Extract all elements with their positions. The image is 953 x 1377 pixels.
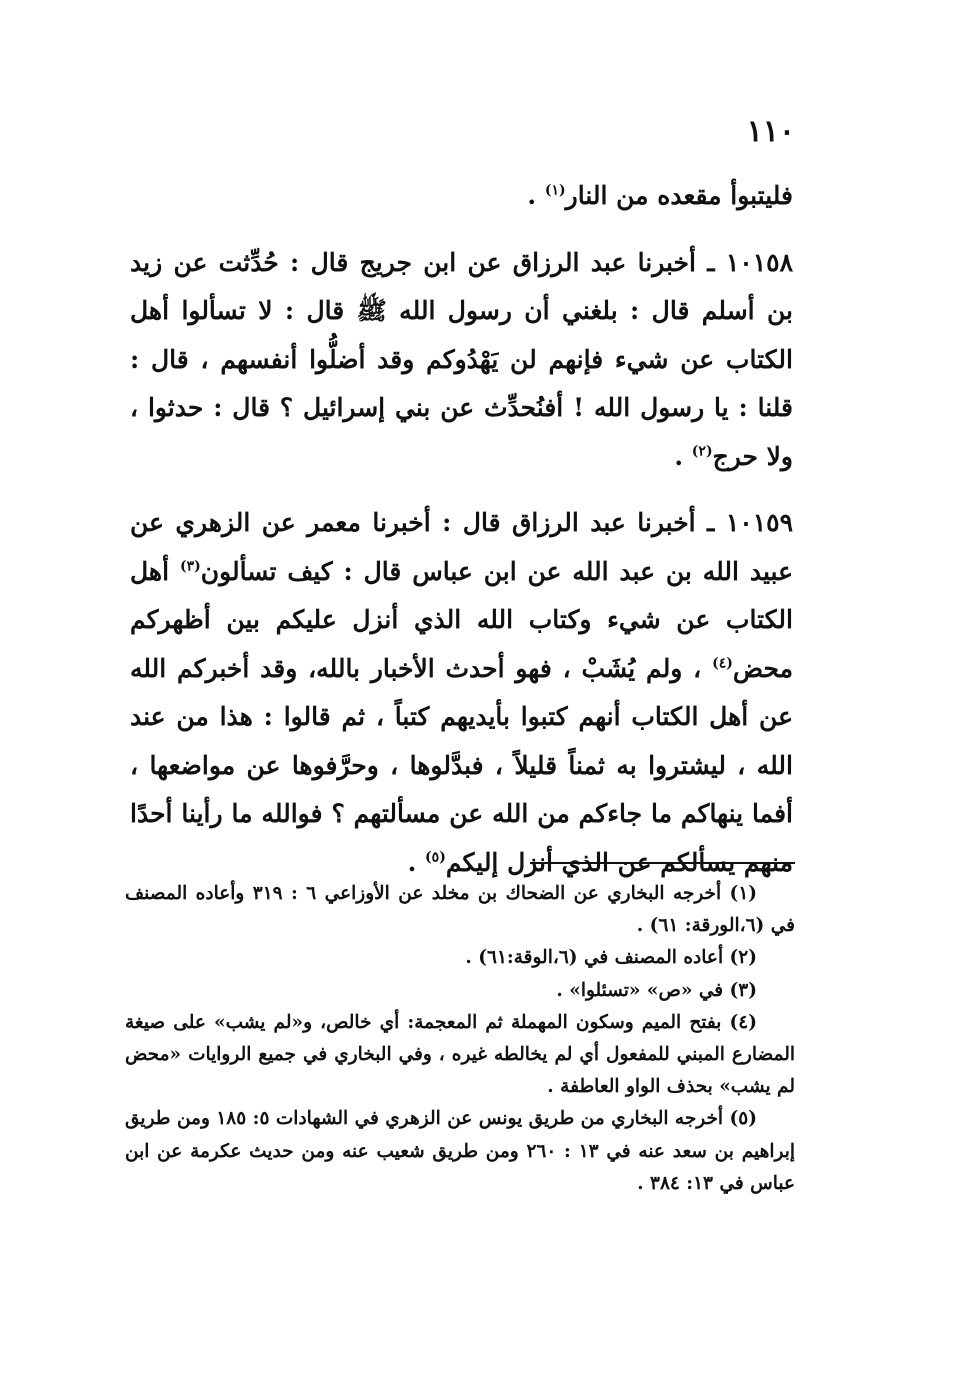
hadith-end: . bbox=[674, 441, 692, 471]
footnote-text: أعاده المصنف في (٦،الوقة:٦١) . bbox=[465, 947, 730, 969]
hadith-end: . bbox=[407, 847, 426, 877]
footnote-text: أخرجه البخاري من طريق يونس عن الزهري في الشهادات ٥: ١٨٥ ومن طريق إبراهيم بن سعد عنه في ١٣ : ٢٦٠ ومن طريق شعيب عنه ومن حديث عكرمة عن ابن عباس في ١٣: ٣٨٤ . bbox=[125, 1108, 795, 1194]
footnote-3 bbox=[125, 975, 795, 1007]
footnote-label: (٥) bbox=[729, 1108, 757, 1130]
footnote-1 bbox=[125, 878, 795, 942]
footnote-label: (٣) bbox=[729, 979, 757, 1001]
hadith-10158 bbox=[130, 239, 793, 482]
footnote-label: (١) bbox=[729, 883, 758, 904]
footnote-label: (٢) bbox=[729, 947, 757, 969]
hadith-text-part-2: أهل الكتاب عن شيء وكتاب الله الذي أنزل عليكم بين أظهركم محض bbox=[130, 556, 793, 683]
hadith-text-part-1: ـ أخبرنا عبد الرزاق قال : أخبرنا معمر عن الزهري عن عبيد الله بن عبد الله عن ابن عباس قال : كيف تسألون bbox=[130, 508, 793, 586]
footnote-5 bbox=[125, 1103, 795, 1200]
footnote-text: أخرجه البخاري عن الضحاك بن مخلد عن الأوزاعي ٦ : ٣١٩ وأعاده المصنف في (٦،الورقة: ٦١) . bbox=[125, 883, 795, 937]
footnote-text: في «ص» «تسئلوا» . bbox=[556, 979, 730, 1001]
footnote-ref-2: (٢) bbox=[691, 443, 713, 460]
opening-text: فليتبوأ مقعده من النار bbox=[565, 181, 793, 210]
footnote-ref-5: (٥) bbox=[425, 849, 446, 866]
footnote-divider bbox=[530, 862, 795, 864]
hadith-10159 bbox=[130, 499, 793, 887]
opening-end: . bbox=[527, 181, 545, 210]
footnote-2 bbox=[125, 942, 795, 974]
hadith-text: ـ أخبرنا عبد الرزاق عن ابن جريج قال : حُدِّثت عن زيد بن أسلم قال : بلغني أن رسول الله ﷺ قال : لا تسألوا أهل الكتاب عن شيء فإنهم لن يَهْدُوكم وقد أضلُّوا أنفسهم ، قال : قلنا : يا رسول الله ! أفنُحدِّث عن بني إسرائيل ؟ قال : حدثوا ، ولا حرج bbox=[130, 247, 793, 471]
main-text bbox=[130, 172, 793, 887]
footnote-ref-3: (٣) bbox=[179, 558, 201, 575]
footnotes bbox=[125, 878, 795, 1200]
page-number: ١١٠ bbox=[746, 114, 795, 149]
hadith-number: ١٠١٥٩ bbox=[725, 508, 793, 537]
footnote-ref-1: (١) bbox=[544, 182, 566, 199]
hadith-number: ١٠١٥٨ bbox=[725, 247, 793, 277]
footnote-label: (٤) bbox=[729, 1011, 757, 1033]
hadith-text-part-3: ، ولم يُشَبْ ، فهو أحدث الأخبار بالله، وقد أخبركم الله عن أهل الكتاب أنهم كتبوا بأيديهم كتباً ، ثم قالوا : هذا من عند الله ، ليشتروا به ثمناً قليلاً ، فبدَّلوها ، وحرَّفوها عن مواضعها ، أفما ينهاكم ما جاءكم من الله عن مسألتهم ؟ فوالله ما رأينا أحدًا منهم يسألكم عن الذي أنزل إليكم bbox=[130, 653, 793, 877]
opening-line bbox=[130, 172, 793, 221]
footnote-text: بفتح الميم وسكون المهملة ثم المعجمة: أي خالص، و«لم يشب» على صيغة المضارع المبني للمفعول أي لم يخالطه غيره ، وفي البخاري في جميع الروايات «محض لم يشب» بحذف الواو العاطفة . bbox=[125, 1011, 795, 1098]
footnote-ref-4: (٤) bbox=[712, 655, 733, 672]
footnote-4 bbox=[125, 1007, 795, 1104]
